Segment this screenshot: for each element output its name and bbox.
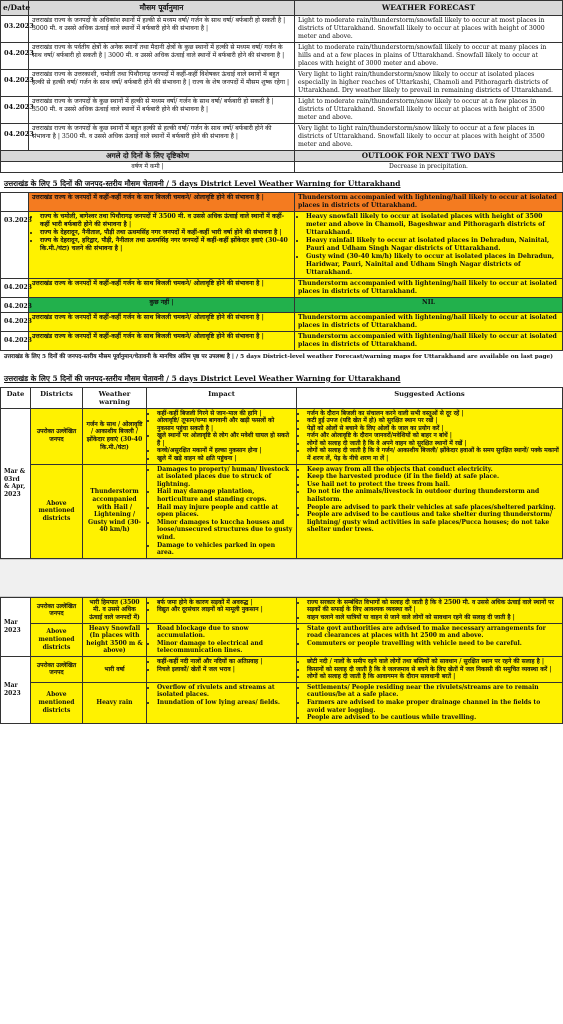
impact-cell	[147, 656, 297, 682]
list-item: • कच्चे/असुरक्षित मकानों में हल्का नुकसान होना |	[157, 447, 293, 455]
warning2-row-a-english	[1, 464, 563, 558]
warning1-date-cell	[1, 193, 29, 212]
weather-cell: Heavy rain	[83, 682, 147, 723]
weather-cell: भारी हिमपात (3500 मी. व उससे अधिक ऊंचाई वाले जनपदों में)	[83, 597, 147, 623]
warning1-date-cell: 04.2023	[1, 298, 29, 313]
warning1-hindi-cell	[29, 212, 295, 279]
warning1-english-list	[298, 213, 559, 277]
warning1-row	[1, 212, 563, 279]
warning2-weather-header: Weather warning	[83, 387, 147, 408]
weather-cell: गर्जन के साथ / ओलावृष्टि / आकाशीय बिजली / झोंकेदार हवाएं (30-40 कि.मी./घंटा)	[83, 408, 147, 464]
forecast-hindi-header: मौसम पूर्वानुमान	[29, 1, 295, 16]
forecast-english-cell: Light to moderate rain/thunderstorm/snowfall likely to occur at most places in districts of Uttarakhand. Snowfall likely to occur at places with height of 3000 meter and above.	[295, 16, 563, 43]
list-item: • Commuters or people travelling with vehicle need to be careful.	[307, 640, 559, 648]
list-item: • गर्जन और ओलावृष्टि के दौरान जानवरों/मवेशियों को बाहर न बांधें |	[307, 432, 559, 440]
list-item: • Do not tie the animals/livestock in outdoor during thunderstorm and hailstorm.	[307, 488, 559, 503]
forecast-english-cell: Light to moderate rain/thunderstorm/snow likely to occur at a few places in districts of Uttarakhand. Snowfall likely to occur at places with height of 3500 meter and above.	[295, 97, 563, 124]
list-item: • People are advised to park their vehicles at safe places/sheltered parking.	[307, 504, 559, 512]
actions-list	[300, 625, 559, 648]
warning1-hindi-cell: उत्तराखंड राज्य के जनपदों में कहीं-कहीं गर्जन के साथ बिजली चमकने/ ओलावृष्टि होने की संभावना है |	[29, 313, 295, 332]
actions-list	[300, 410, 559, 463]
outlook-row	[1, 151, 563, 162]
warning2-date-header: Date	[1, 387, 31, 408]
warning1-row	[1, 279, 563, 298]
list-item: • वाहन चलाने वाले यात्रियों या वाहन से जाने वाले लोगों को सावधान रहने की सलाह दी जाती है |	[307, 614, 559, 622]
warning1-title: उत्तराखंड के लिए 5 दिनों की जनपद-स्तरीय मौसम चेतावनी / 5 days District Level Weather Warning for Uttarakhand	[4, 179, 401, 188]
list-item: • Keep away from all the objects that conduct electricity.	[307, 466, 559, 474]
actions-list	[300, 599, 559, 622]
list-item: • बर्फ जमा होने के कारण सड़कों में अवरुद्ध |	[157, 599, 293, 607]
actions-cell	[297, 464, 563, 558]
decrease-hindi: वर्षण में कमी |	[1, 162, 295, 173]
forecast-row	[1, 16, 563, 43]
impact-list	[150, 599, 293, 614]
decrease-english: Decrease in precipitation.	[295, 162, 563, 173]
list-item: • Hail may damage plantation, horticulture and standing crops.	[157, 488, 293, 503]
forecast-date-cell: 04.2023	[1, 97, 29, 124]
warning1-hindi-cell: उत्तराखंड राज्य के जनपदों में कहीं-कहीं गर्जन के साथ बिजली चमकने/ ओलावृष्टि होने की संभावना है |	[29, 193, 295, 212]
impact-list	[150, 625, 293, 655]
list-item: • People are advised to be cautious while travelling.	[307, 714, 559, 722]
list-item: • निचले इलाकों/ खेतों में जल भराव |	[157, 666, 293, 674]
forecast-date-cell: 04.2023	[1, 124, 29, 151]
list-item: • लोगों को सलाह दी जाती है कि वे अपने वाहन को सुरक्षित स्थानों में रखें |	[307, 440, 559, 448]
forecast-english-cell: Light to moderate rain/thunderstorm/snowfall likely to occur at many places in hills and at a few places in plains of Uttarakhand. Snowfall likely to occur at places with height of 3000 meter and above.	[295, 43, 563, 70]
weather-cell: भारी वर्षा	[83, 656, 147, 682]
districts-cell: Above mentioned districts	[31, 682, 83, 723]
list-item: • विद्युत और दूरसंचार लाइनों को मामूली नुकसान |	[157, 606, 293, 614]
list-item: • Inundation of low lying areas/ fields.	[157, 699, 293, 707]
warning2-impact-header: Impact	[147, 387, 297, 408]
forecast-row	[1, 43, 563, 70]
list-item: • खुले स्थानों पर ओलावृष्टि से लोग और मवेशी घायल हो सकते हैं |	[157, 432, 293, 447]
list-item: • Overflow of rivulets and streams at isolated places.	[157, 684, 293, 699]
forecast-date-header: e/Date	[1, 1, 29, 16]
forecast-hindi-cell: उत्तराखंड राज्य के जनपदों के कुछ स्थानों में बहुत हल्की से हल्की वर्षा/ गर्जन के साथ वर्षा/ बर्फबारी होने की संभावना है | 3500 मी. व उससे अधिक ऊंचाई वाले स्थानों में बर्फबारी होने की संभावना है |	[29, 124, 295, 151]
forecast-header-row	[1, 1, 563, 16]
outlook-hindi: अगले दो दिनों के लिए दृष्टिकोण	[1, 151, 295, 162]
list-item: • State govt authorities are advised to make necessary arrangements for road clearances at places with ht 2500 m and above.	[307, 625, 559, 640]
list-item: • Damage to vehicles parked in open area.	[157, 542, 293, 557]
warning1-english-cell: Thunderstorm accompanied with lightening/hail likely to occur at isolated places in districts of Uttarakhand.	[295, 313, 563, 332]
forecast-hindi-cell: उत्तराखंड राज्य के जनपदों के कुछ स्थानों में हल्की से मध्यम वर्षा/ गर्जन के साथ वर्षा/ बर्फबारी हो सकती है | 3500 मी. व उससे अधिक ऊंचाई वाले स्थानों में बर्फबारी होने की संभावना है |	[29, 97, 295, 124]
impact-cell	[147, 682, 297, 723]
forecast-hindi-cell: उत्तराखंड राज्य के उत्तरकाशी, चमोली तथा पिथौरागढ़ जनपदों में कहीं-कहीं विशेषकर ऊंचाई वाले स्थानों में बहुत हल्की से हल्की वर्षा/ गर्जन के साथ वर्षा/ बर्फबारी होने की संभावना है | राज्य के शेष जनपदों में मौसम शुष्क रहेगा |	[29, 70, 295, 97]
list-item: • कहीं-कहीं बिजली गिरने से जान-माल की हानि |	[157, 410, 293, 418]
forecast-row	[1, 97, 563, 124]
warning1-date-cell: 03.2023	[1, 212, 29, 279]
warning1-english-cell: Thunderstorm accompanied with lightening/hail likely to occur at isolated places in districts of Uttarakhand.	[295, 332, 563, 351]
list-item: • Use hail net to protect the trees from hail.	[307, 481, 559, 489]
list-item: • राज्य सरकार के सम्बंधित विभागों को सलाह दी जाती है कि वे 2500 मी. व उससे अधिक ऊंचाई वाले स्थानों पर सड़कों की सफाई के लिए आवश्यक व्यवस्था करें |	[307, 599, 559, 614]
warning2-row-a-hindi	[1, 408, 563, 464]
warning1-body	[1, 193, 563, 351]
page-break-gap	[0, 559, 563, 597]
warning2-table	[0, 387, 563, 559]
actions-cell	[297, 597, 563, 623]
warning1-date-cell: 04.2023	[1, 313, 29, 332]
warning1-note: उत्तराखंड के लिए 5 दिनों की जनपद-स्तरीय मौसम पूर्वानुमान/चेतावनी के मानचित्र अंतिम पृष्ठ पर उपलब्ध है | / 5 days District-level weather Forecast/warning maps for Uttarakhand are available on last page)	[4, 354, 553, 360]
list-item: • कटी हुई उपज (यदि खेत में हो) को सुरक्षित स्थान पर रखें |	[307, 417, 559, 425]
impact-cell	[147, 597, 297, 623]
decrease-row	[1, 162, 563, 173]
warning1-row	[1, 298, 563, 313]
impact-list	[150, 684, 293, 707]
forecast-english-cell: Very light to light rain/thunderstorm/snow likely to occur at isolated places especially in higher reaches of Uttarkashi, Chamoli and Pithoragarh districts of Uttarakhand. Dry weather likely to prevail in remaining districts of Uttarakhand.	[295, 70, 563, 97]
list-item: • किसानों को सलाह दी जाती है कि वे जलजमाव से बचने के लिए खेतों में जल निकासी की समुचित व्यवस्था करें |	[307, 666, 559, 674]
forecast-date-cell: 04.2023	[1, 70, 29, 97]
forecast-date-cell: 03.2023	[1, 16, 29, 43]
list-item: • गर्जन के दौरान बिजली का संचालन करने वाली सभी वस्तुओं से दूर रहें |	[307, 410, 559, 418]
forecast-body	[1, 16, 563, 151]
forecast-hindi-cell: उत्तराखंड राज्य के पर्वतीय क्षेत्रों के अनेक स्थानों तथा मैदानी क्षेत्रों के कुछ स्थानों में हल्की से मध्यम वर्षा/ गर्जन के साथ वर्षा/ बर्फबारी हो सकती है | 3000 मी. व उससे अधिक ऊंचाई वाले स्थानों में बर्फबारी होने की संभावना है |	[29, 43, 295, 70]
districts-cell: उपरोक्त उल्लेखित जनपद	[31, 597, 83, 623]
actions-cell	[297, 623, 563, 656]
outlook-english: OUTLOOK FOR NEXT TWO DAYS	[295, 151, 563, 162]
districts-cell: उपरोक्त उल्लेखित जनपद	[31, 656, 83, 682]
actions-list	[300, 684, 559, 722]
list-item: • राज्य के देहरादून, हरिद्वार, पौड़ी, नैनीताल तथा ऊधमसिंह नगर जनपदों में कहीं-कहीं झोंकेदार हवाएं (30-40 कि.मी./घंटा) चलने की संभावना है |	[40, 237, 291, 253]
list-item: • Minor damages to kuccha houses and loose/unsecured structures due to gusty wind.	[157, 519, 293, 542]
list-item: • Heavy rainfall likely to occur at isolated places in Dehradun, Nainital, Pauri and Udham Singh Nagar districts of Uttarakhand.	[306, 237, 559, 253]
actions-list	[300, 658, 559, 681]
list-item: • Keep the harvested produce (if in the field) at safe place.	[307, 473, 559, 481]
weather-cell: Heavy Snowfall (In places with height 3500 m & above)	[83, 623, 147, 656]
impact-cell	[147, 464, 297, 558]
warning2-row-b-hindi	[1, 597, 563, 623]
list-item: • राज्य के देहरादून, नैनीताल, पौड़ी तथा ऊधमसिंह नगर जनपदों में कहीं-कहीं भारी वर्षा होने की संभावना है |	[40, 229, 291, 237]
weather-cell: Thunderstorm accompanied with Hail / Lightening / Gusty wind (30-40 km/h)	[83, 464, 147, 558]
warning2-row-c-english	[1, 682, 563, 723]
warning2-header-row	[1, 387, 563, 408]
list-item: • लोगों को सलाह दी जाती है कि वे गर्जन/ आकाशीय बिजली/ झोंकेदार हवाओं के समय सुरक्षित स्थानों/ पक्के मकानों में शरण लें, पेड़ के नीचे शरण ना लें |	[307, 447, 559, 462]
warning1-hindi-cell: कुछ नहीं |	[29, 298, 295, 313]
list-item: • Hail may injure people and cattle at open places.	[157, 504, 293, 519]
forecast-hindi-cell: उत्तराखंड राज्य के जनपदों के अधिकांश स्थानों में हल्की से मध्यम वर्षा/ गर्जन के साथ वर्षा/ बर्फबारी हो सकती है | 3000 मी. व उससे अधिक ऊंचाई वाले स्थानों में बर्फबारी होने की संभावना है |	[29, 16, 295, 43]
forecast-table	[0, 0, 563, 173]
districts-cell: Above mentioned districts	[31, 464, 83, 558]
warning1-hindi-list	[32, 213, 291, 253]
list-item: • राज्य के चमोली, बागेश्वर तथा पिथौरागढ़ जनपदों में 3500 मी. व उससे अधिक ऊंचाई वाले स्थानों में कहीं-कहीं भारी बर्फबारी होने की संभावना है |	[40, 213, 291, 229]
warning2-actions-header: Suggested Actions	[297, 387, 563, 408]
impact-list	[150, 410, 293, 463]
warning2-row-c-hindi	[1, 656, 563, 682]
warning1-hindi-cell: उत्तराखंड राज्य के जनपदों में कहीं-कहीं गर्जन के साथ बिजली चमकने/ ओलावृष्टि होने की संभावना है |	[29, 279, 295, 298]
warning1-date-cell: 04.2023	[1, 332, 29, 351]
impact-cell	[147, 408, 297, 464]
impact-list	[150, 466, 293, 557]
warning1-english-cell	[295, 212, 563, 279]
list-item: • Damages to property/ human/ livestock at isolated places due to struck of lightning.	[157, 466, 293, 489]
actions-cell	[297, 408, 563, 464]
forecast-english-cell: Very light to light rain/thunderstorm/snow likely to occur at a few places in districts of Uttarakhand. Snowfall likely to occur at places with height of 3500 meter and above.	[295, 124, 563, 151]
list-item: • Settlements/ People residing near the rivulets/streams are to remain cautious/be at a safe place.	[307, 684, 559, 699]
list-item: • People are advised to be cautious and take shelter during thunderstorm/ lightning/ gusty wind activities in safe places/Pucca houses; do not take shelter under trees.	[307, 511, 559, 534]
actions-cell	[297, 656, 563, 682]
forecast-row	[1, 70, 563, 97]
warning1-english-cell: Thunderstorm accompanied with lightening/hail likely to occur at isolated places in districts of Uttarakhand.	[295, 193, 563, 212]
warning1-english-cell: NIL	[295, 298, 563, 313]
warning2-date-b: Mar 2023	[1, 597, 31, 656]
warning1-date-cell: 04.2023	[1, 279, 29, 298]
list-item: • कहीं-कहीं नदी नालों और नदियों का अतिप्रवाह |	[157, 658, 293, 666]
list-item: • खुले में खड़े वाहन को क्षति पहुंचना |	[157, 455, 293, 463]
forecast-date-cell: 04.2023	[1, 43, 29, 70]
forecast-row	[1, 124, 563, 151]
warning2-title: उत्तराखंड के लिए 5 दिनों की जनपद-स्तरीय मौसम चेतावनी / 5 days District Level Weather Warning for Uttarakhand	[4, 373, 401, 383]
list-item: • छोटी नदी / नालों के समीप रहने वाले लोगों तथा बस्तियों को सावधान / सुरक्षित स्थान पर रहने की सलाह है |	[307, 658, 559, 666]
districts-cell: Above mentioned districts	[31, 623, 83, 656]
warning1-english-cell: Thunderstorm accompanied with lightening/hail likely to occur at isolated places in districts of Uttarakhand.	[295, 279, 563, 298]
warning1-row	[1, 332, 563, 351]
warning1-row	[1, 193, 563, 212]
actions-cell	[297, 682, 563, 723]
districts-cell: उपरोक्त उल्लेखित जनपद	[31, 408, 83, 464]
warning1-row	[1, 313, 563, 332]
warning1-hindi-cell: उत्तराखंड राज्य के जनपदों में कहीं-कहीं गर्जन के साथ बिजली चमकने/ ओलावृष्टि होने की संभावना है |	[29, 332, 295, 351]
warning2-continued-table	[0, 597, 563, 724]
warning2-date-a: Mar & 03rd & Apr, 2023	[1, 408, 31, 558]
actions-list	[300, 466, 559, 534]
warning2-row-b-english	[1, 623, 563, 656]
list-item: • Minor damage to electrical and telecommunication lines.	[157, 640, 293, 655]
warning2-districts-header: Districts	[31, 387, 83, 408]
list-item: • Gusty wind (30-40 km/h) likely to occur at isolated places in Dehradun, Haridwar, Pauri, Nainital and Udham Singh Nagar districts of Uttarakhand.	[306, 253, 559, 277]
warning1-table	[0, 192, 563, 351]
list-item: • लोगों को सलाह दी जाती है कि आवागमन के दौरान सावधानी बरतें |	[307, 673, 559, 681]
forecast-english-header: WEATHER FORECAST	[295, 1, 563, 16]
list-item: • ओलावृष्टि/ तूफान/घन्पा बागवानी और खड़ी फसलों को नुकसान पहुंचा सकती है |	[157, 417, 293, 432]
list-item: • पेड़ों को ओलों से बचाने के लिए ओलों के जाल का प्रयोग करें |	[307, 425, 559, 433]
list-item: • Road blockage due to snow accumulation.	[157, 625, 293, 640]
impact-cell	[147, 623, 297, 656]
impact-list	[150, 658, 293, 673]
list-item: • Heavy snowfall likely to occur at isolated places with height of 3500 meter and above in Chamoli, Bageshwar and Pithoragarh districts of Uttarakhand.	[306, 213, 559, 237]
list-item: • Farmers are advised to make proper drainage channel in the fields to avoid water logging.	[307, 699, 559, 714]
warning2-date-c: Mar 2023	[1, 656, 31, 723]
